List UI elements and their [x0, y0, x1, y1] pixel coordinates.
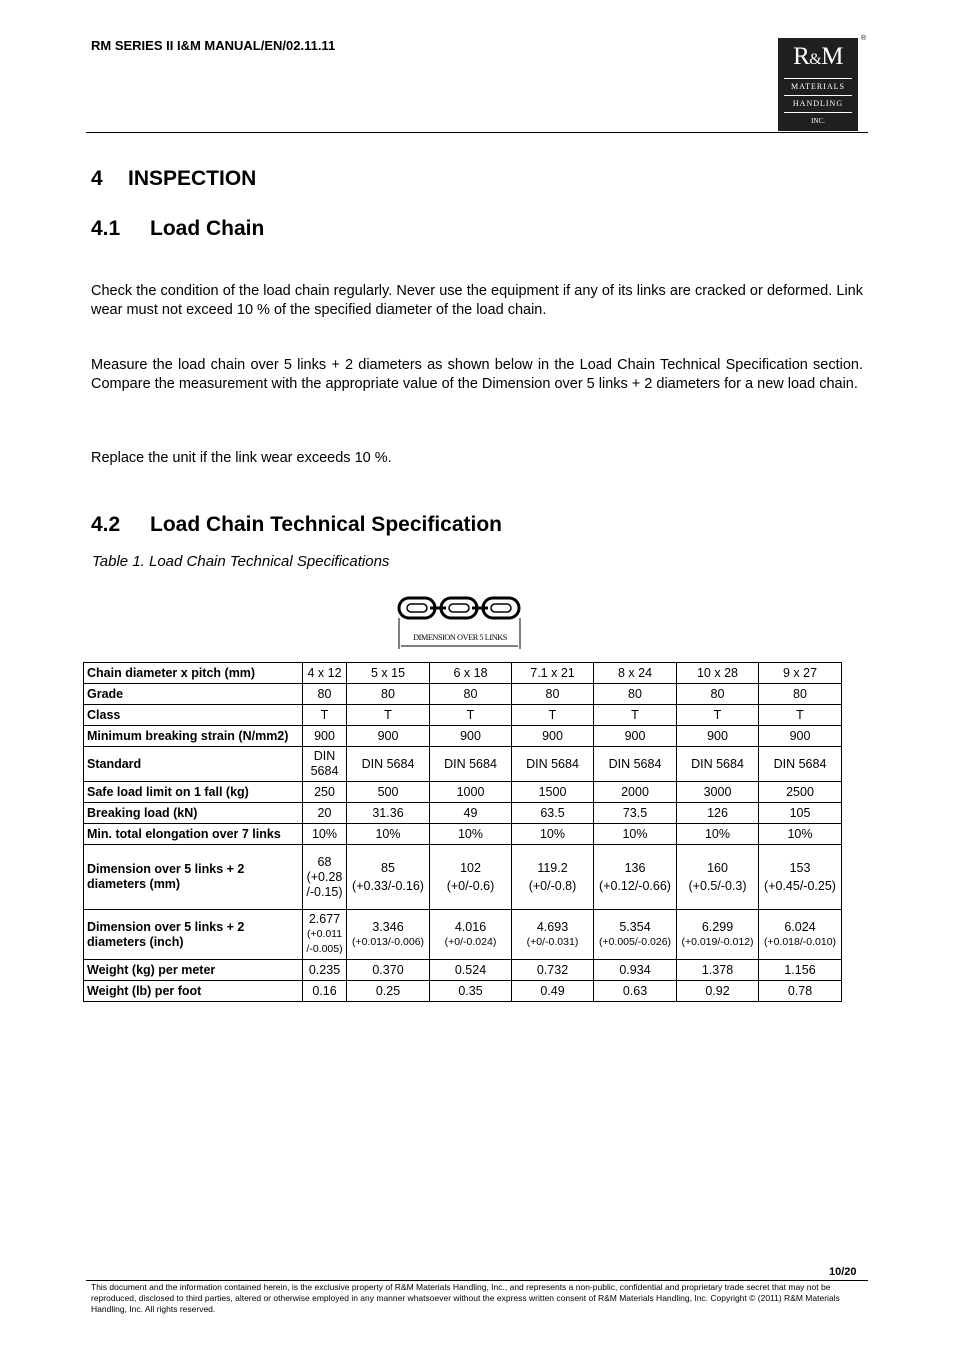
table-row	[84, 726, 842, 747]
figure-dimension-label: DIMENSION OVER 5 LINKS	[413, 633, 507, 642]
table-cell: 80	[303, 684, 347, 705]
logo-line-materials: MATERIALS	[784, 78, 852, 91]
table-cell: 80	[347, 684, 430, 705]
dimension-value: 4.016	[454, 919, 487, 934]
table-cell: 63.5	[512, 803, 594, 824]
table-cell: 49	[430, 803, 512, 824]
dimension-tolerance: (+0/-0.024)	[444, 935, 497, 948]
table-cell: 900	[347, 726, 430, 747]
table-row	[84, 803, 842, 824]
table-cell: 10%	[303, 824, 347, 845]
dimension-cell	[677, 845, 759, 910]
dimension-value: 160	[707, 860, 728, 875]
table-caption: Table 1. Load Chain Technical Specifications	[92, 553, 390, 570]
dimension-tolerance: (+0/-0.031)	[526, 935, 579, 948]
table-cell: 10%	[430, 824, 512, 845]
dimension-value: 4.693	[536, 919, 569, 934]
table-cell: 0.25	[347, 981, 430, 1002]
dimension-cell	[303, 910, 347, 960]
table-cell: 2000	[594, 782, 677, 803]
dimension-value: 136	[624, 860, 646, 875]
table-cell: 31.36	[347, 803, 430, 824]
table-cell: 20	[303, 803, 347, 824]
column-header: 7.1 x 21	[512, 663, 594, 684]
table-cell: 80	[677, 684, 759, 705]
dimension-tolerance: (+0.45/-0.25)	[764, 878, 836, 893]
dimension-tolerance: (+0.28 /-0.15)	[306, 869, 343, 899]
row-label: Standard	[84, 747, 303, 782]
dimension-tolerance: (+0.5/-0.3)	[688, 878, 747, 893]
dimension-tolerance: (+0.12/-0.66)	[599, 878, 671, 893]
table-cell: 10%	[594, 824, 677, 845]
table-cell: T	[347, 705, 430, 726]
table-row	[84, 684, 842, 705]
dimension-tolerance: (+0.018/-0.010)	[763, 935, 837, 948]
paragraph-measure-chain: Measure the load chain over 5 links + 2 diameters as shown below in the Load Chain Technical Specification section. Compare the measurement with the appropriate value of the Dimension over 5 links + 2 diameters for a new load chain.	[91, 357, 863, 392]
table-cell: 0.63	[594, 981, 677, 1002]
table-cell: T	[430, 705, 512, 726]
table-cell: DIN 5684	[759, 747, 842, 782]
table-cell: 10%	[677, 824, 759, 845]
column-header: 6 x 18	[430, 663, 512, 684]
table-cell: 250	[303, 782, 347, 803]
registered-mark: ®	[860, 35, 866, 42]
table-cell: 900	[303, 726, 347, 747]
table-cell: DIN 5684	[512, 747, 594, 782]
column-header: 9 x 27	[759, 663, 842, 684]
table-cell: 105	[759, 803, 842, 824]
row-label: Grade	[84, 684, 303, 705]
table-cell: DIN 5684	[594, 747, 677, 782]
footer-divider	[86, 1280, 868, 1281]
dimension-value: 68	[317, 854, 332, 869]
dimension-tolerance: (+0.013/-0.006)	[351, 935, 425, 948]
table-cell: DIN 5684	[347, 747, 430, 782]
dimension-value: 3.346	[372, 919, 404, 934]
column-header: 10 x 28	[677, 663, 759, 684]
dimension-cell	[347, 845, 430, 910]
dimension-cell	[759, 845, 842, 910]
row-label: Min. total elongation over 7 links	[84, 824, 303, 845]
dimension-cell	[594, 845, 677, 910]
logo-line-inc: INC.	[784, 112, 852, 125]
dimension-tolerance: (+0.019/-0.012)	[681, 935, 754, 948]
dimension-cell	[347, 910, 430, 960]
dimension-cell	[594, 910, 677, 960]
table-row	[84, 845, 842, 910]
table-cell: DIN 5684	[677, 747, 759, 782]
row-label: Class	[84, 705, 303, 726]
dimension-tolerance: (+0.005/-0.026)	[598, 935, 672, 948]
dimension-cell	[430, 910, 512, 960]
footer-confidentiality-notice: This document and the information contained herein, is the exclusive property of R&M Materials Handling, Inc., and represents a non-public, confidential and proprietary trade secret that may not be reproduced, disclosed to third parties, altered or otherwise employed in any manner whatsoever without the express written consent of R&M Materials Handling, Inc. Copyright © (2011) R&M Materials Handling, Inc. All rights reserved.	[91, 1282, 840, 1314]
dimension-value: 2.677	[308, 912, 341, 926]
dimension-tolerance: (+0.33/-0.16)	[352, 878, 424, 893]
row-label: Dimension over 5 links + 2 diameters (mm)	[84, 845, 303, 910]
table-row	[84, 824, 842, 845]
dimension-tolerance: (+0/-0.8)	[528, 878, 577, 893]
dimension-value: 5.354	[619, 919, 651, 934]
section-heading-technical-specification: 4.2 Load Chain Technical Specification	[91, 513, 503, 536]
table-cell: T	[677, 705, 759, 726]
dimension-value: 102	[460, 860, 481, 875]
table-cell: 1000	[430, 782, 512, 803]
document-header-title: RM SERIES II I&M MANUAL/EN/02.11.11	[91, 38, 336, 53]
table-cell: 900	[430, 726, 512, 747]
table-header-row	[84, 663, 842, 684]
table-cell: 0.92	[677, 981, 759, 1002]
table-cell: 0.16	[303, 981, 347, 1002]
column-header: 4 x 12	[303, 663, 347, 684]
table-cell: 73.5	[594, 803, 677, 824]
table-cell: 0.524	[430, 960, 512, 981]
table-cell: 0.49	[512, 981, 594, 1002]
dimension-value: 6.299	[701, 919, 734, 934]
table-cell: 1.378	[677, 960, 759, 981]
table-cell: 0.370	[347, 960, 430, 981]
logo-wordmark: R&M	[793, 43, 843, 70]
table-cell: T	[303, 705, 347, 726]
table-cell: 80	[512, 684, 594, 705]
table-cell: 900	[594, 726, 677, 747]
table-cell: 900	[759, 726, 842, 747]
table-cell: 1.156	[759, 960, 842, 981]
table-cell: 10%	[512, 824, 594, 845]
row-label: Dimension over 5 links + 2 diameters (inch)	[84, 910, 303, 960]
table-row	[84, 910, 842, 960]
table-row	[84, 960, 842, 981]
section-heading-inspection: 4 INSPECTION	[91, 167, 257, 190]
table-cell: 126	[677, 803, 759, 824]
dimension-cell	[512, 845, 594, 910]
column-header: 5 x 15	[347, 663, 430, 684]
chain-links-figure	[396, 594, 524, 652]
table-cell: 80	[430, 684, 512, 705]
header-divider	[86, 132, 868, 133]
table-cell: 10%	[347, 824, 430, 845]
row-label: Minimum breaking strain (N/mm2)	[84, 726, 303, 747]
column-header: 8 x 24	[594, 663, 677, 684]
dimension-value: 6.024	[784, 919, 816, 934]
table-cell: 10%	[759, 824, 842, 845]
table-cell: 0.35	[430, 981, 512, 1002]
table-cell: 0.732	[512, 960, 594, 981]
table-cell: 1500	[512, 782, 594, 803]
table-row	[84, 782, 842, 803]
table-cell: 2500	[759, 782, 842, 803]
row-label: Weight (lb) per foot	[84, 981, 303, 1002]
row-label: Weight (kg) per meter	[84, 960, 303, 981]
page-number: 10/20	[829, 1266, 857, 1278]
row-label: Breaking load (kN)	[84, 803, 303, 824]
table-cell: 80	[759, 684, 842, 705]
load-chain-spec-table	[83, 662, 842, 1002]
table-cell: T	[594, 705, 677, 726]
row-label: Safe load limit on 1 fall (kg)	[84, 782, 303, 803]
paragraph-replace-unit: Replace the unit if the link wear exceeds 10 %.	[91, 450, 392, 466]
table-cell: 3000	[677, 782, 759, 803]
table-cell: T	[759, 705, 842, 726]
row-label: Chain diameter x pitch (mm)	[84, 663, 303, 684]
dimension-value: 85	[381, 860, 395, 875]
table-cell: 900	[512, 726, 594, 747]
dimension-value: 153	[789, 860, 811, 875]
table-cell: 500	[347, 782, 430, 803]
table-cell: T	[512, 705, 594, 726]
table-row	[84, 747, 842, 782]
dimension-cell	[512, 910, 594, 960]
table-cell: DIN 5684	[303, 747, 347, 782]
table-cell: 80	[594, 684, 677, 705]
section-heading-load-chain: 4.1 Load Chain	[91, 217, 265, 240]
table-cell: 0.235	[303, 960, 347, 981]
table-row	[84, 981, 842, 1002]
paragraph-check-condition: Check the condition of the load chain regularly. Never use the equipment if any of its links are cracked or deformed. Link wear must not exceed 10 % of the specified diameter of the load chain.	[91, 283, 863, 318]
dimension-tolerance: (+0/-0.6)	[446, 878, 495, 893]
table-cell: 900	[677, 726, 759, 747]
table-cell: 0.78	[759, 981, 842, 1002]
dimension-cell	[677, 910, 759, 960]
dimension-tolerance: (+0.011 /-0.005)	[306, 928, 343, 955]
dimension-cell	[759, 910, 842, 960]
dimension-value: 119.2	[537, 860, 568, 875]
table-row	[84, 705, 842, 726]
table-cell: DIN 5684	[430, 747, 512, 782]
dimension-cell	[303, 845, 347, 910]
logo-line-handling: HANDLING	[784, 95, 852, 108]
table-cell: 0.934	[594, 960, 677, 981]
dimension-cell	[430, 845, 512, 910]
company-logo	[778, 35, 866, 131]
